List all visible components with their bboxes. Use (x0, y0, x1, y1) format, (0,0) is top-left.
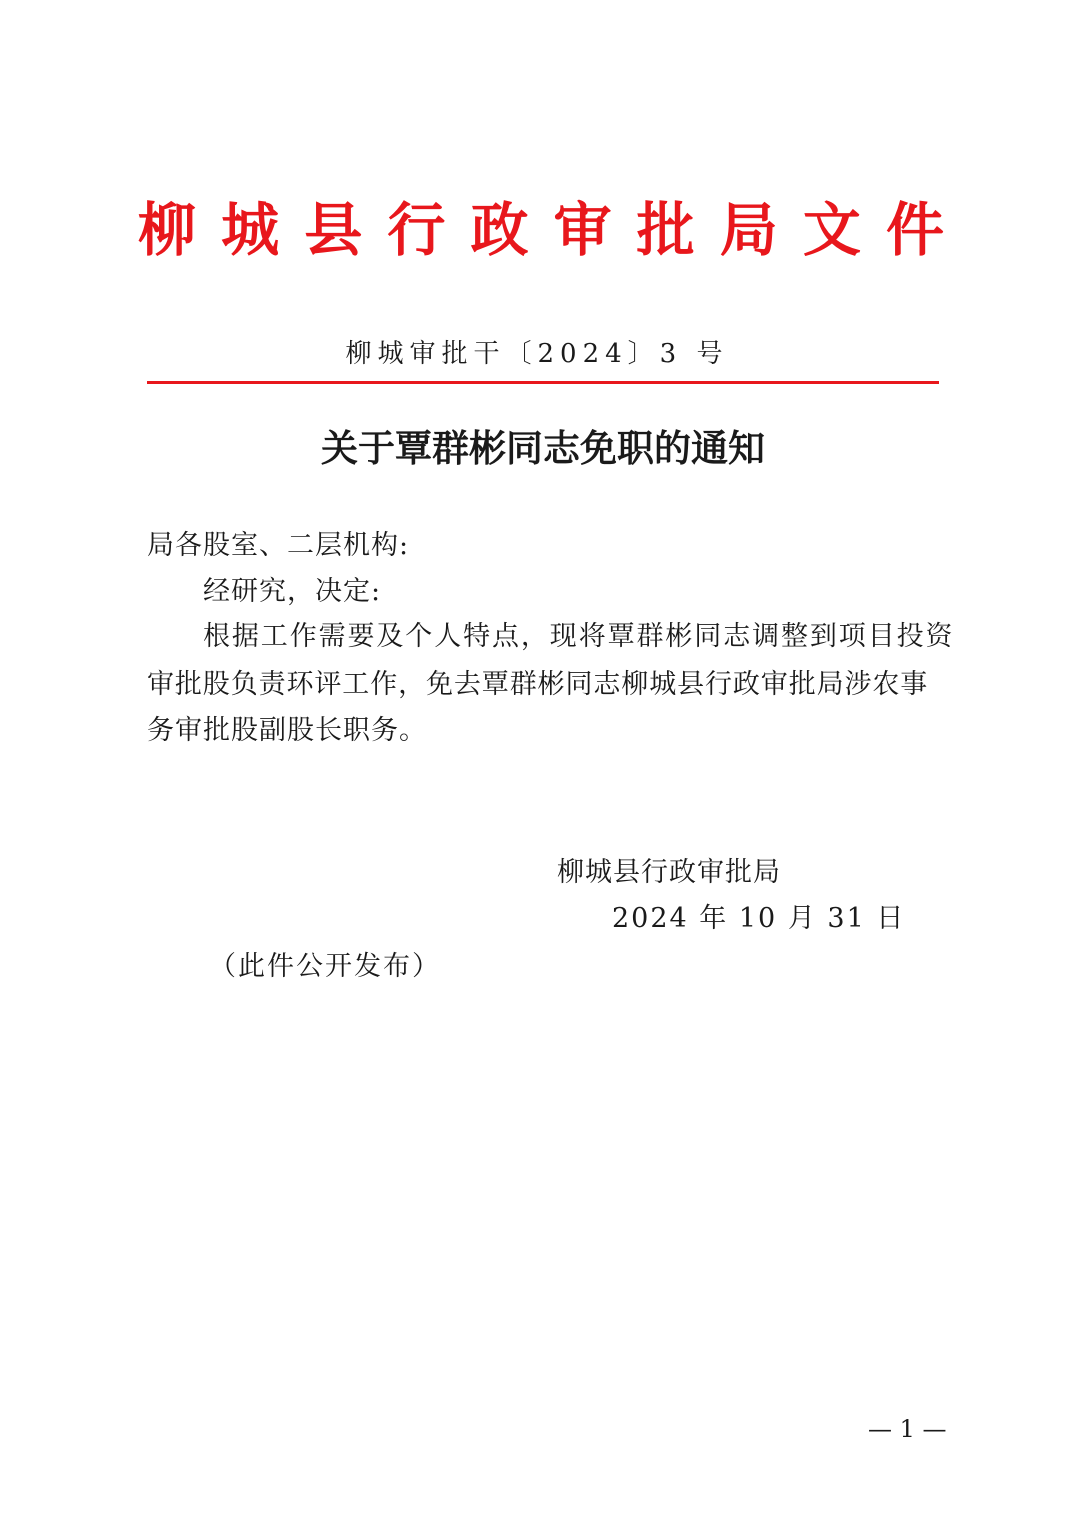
document-number: 柳城审批干〔2024〕3 号 (345, 339, 729, 369)
masthead-char: 柳 (138, 196, 197, 264)
masthead-char: 审 (553, 196, 612, 264)
masthead-char: 县 (304, 196, 363, 264)
masthead-char: 行 (387, 196, 446, 264)
masthead-char: 批 (636, 196, 695, 264)
recipient-line: 局各股室、二层机构: (147, 530, 410, 561)
body-line-2: 根据工作需要及个人特点，现将覃群彬同志调整到项目投资 (203, 621, 955, 652)
body-line-4: 务审批股副股长职务。 (147, 715, 427, 746)
masthead-char: 局 (719, 196, 778, 264)
red-separator-line (147, 381, 939, 384)
document-title: 关于覃群彬同志免职的通知 (321, 426, 765, 470)
masthead-char: 城 (221, 196, 280, 264)
body-line-3: 审批股负责环评工作，免去覃群彬同志柳城县行政审批局涉农事 (147, 669, 929, 700)
signing-date: 2024 年 10 月 31 日 (612, 903, 906, 934)
body-line-1: 经研究，决定: (203, 576, 382, 607)
publish-note: （此件公开发布） (209, 951, 441, 982)
masthead-char: 文 (802, 196, 861, 264)
masthead-char: 政 (470, 196, 529, 264)
masthead-char: 件 (885, 196, 944, 264)
page-number: — 1 — (868, 1415, 947, 1443)
signing-organization: 柳城县行政审批局 (557, 857, 781, 888)
document-masthead (138, 190, 944, 270)
